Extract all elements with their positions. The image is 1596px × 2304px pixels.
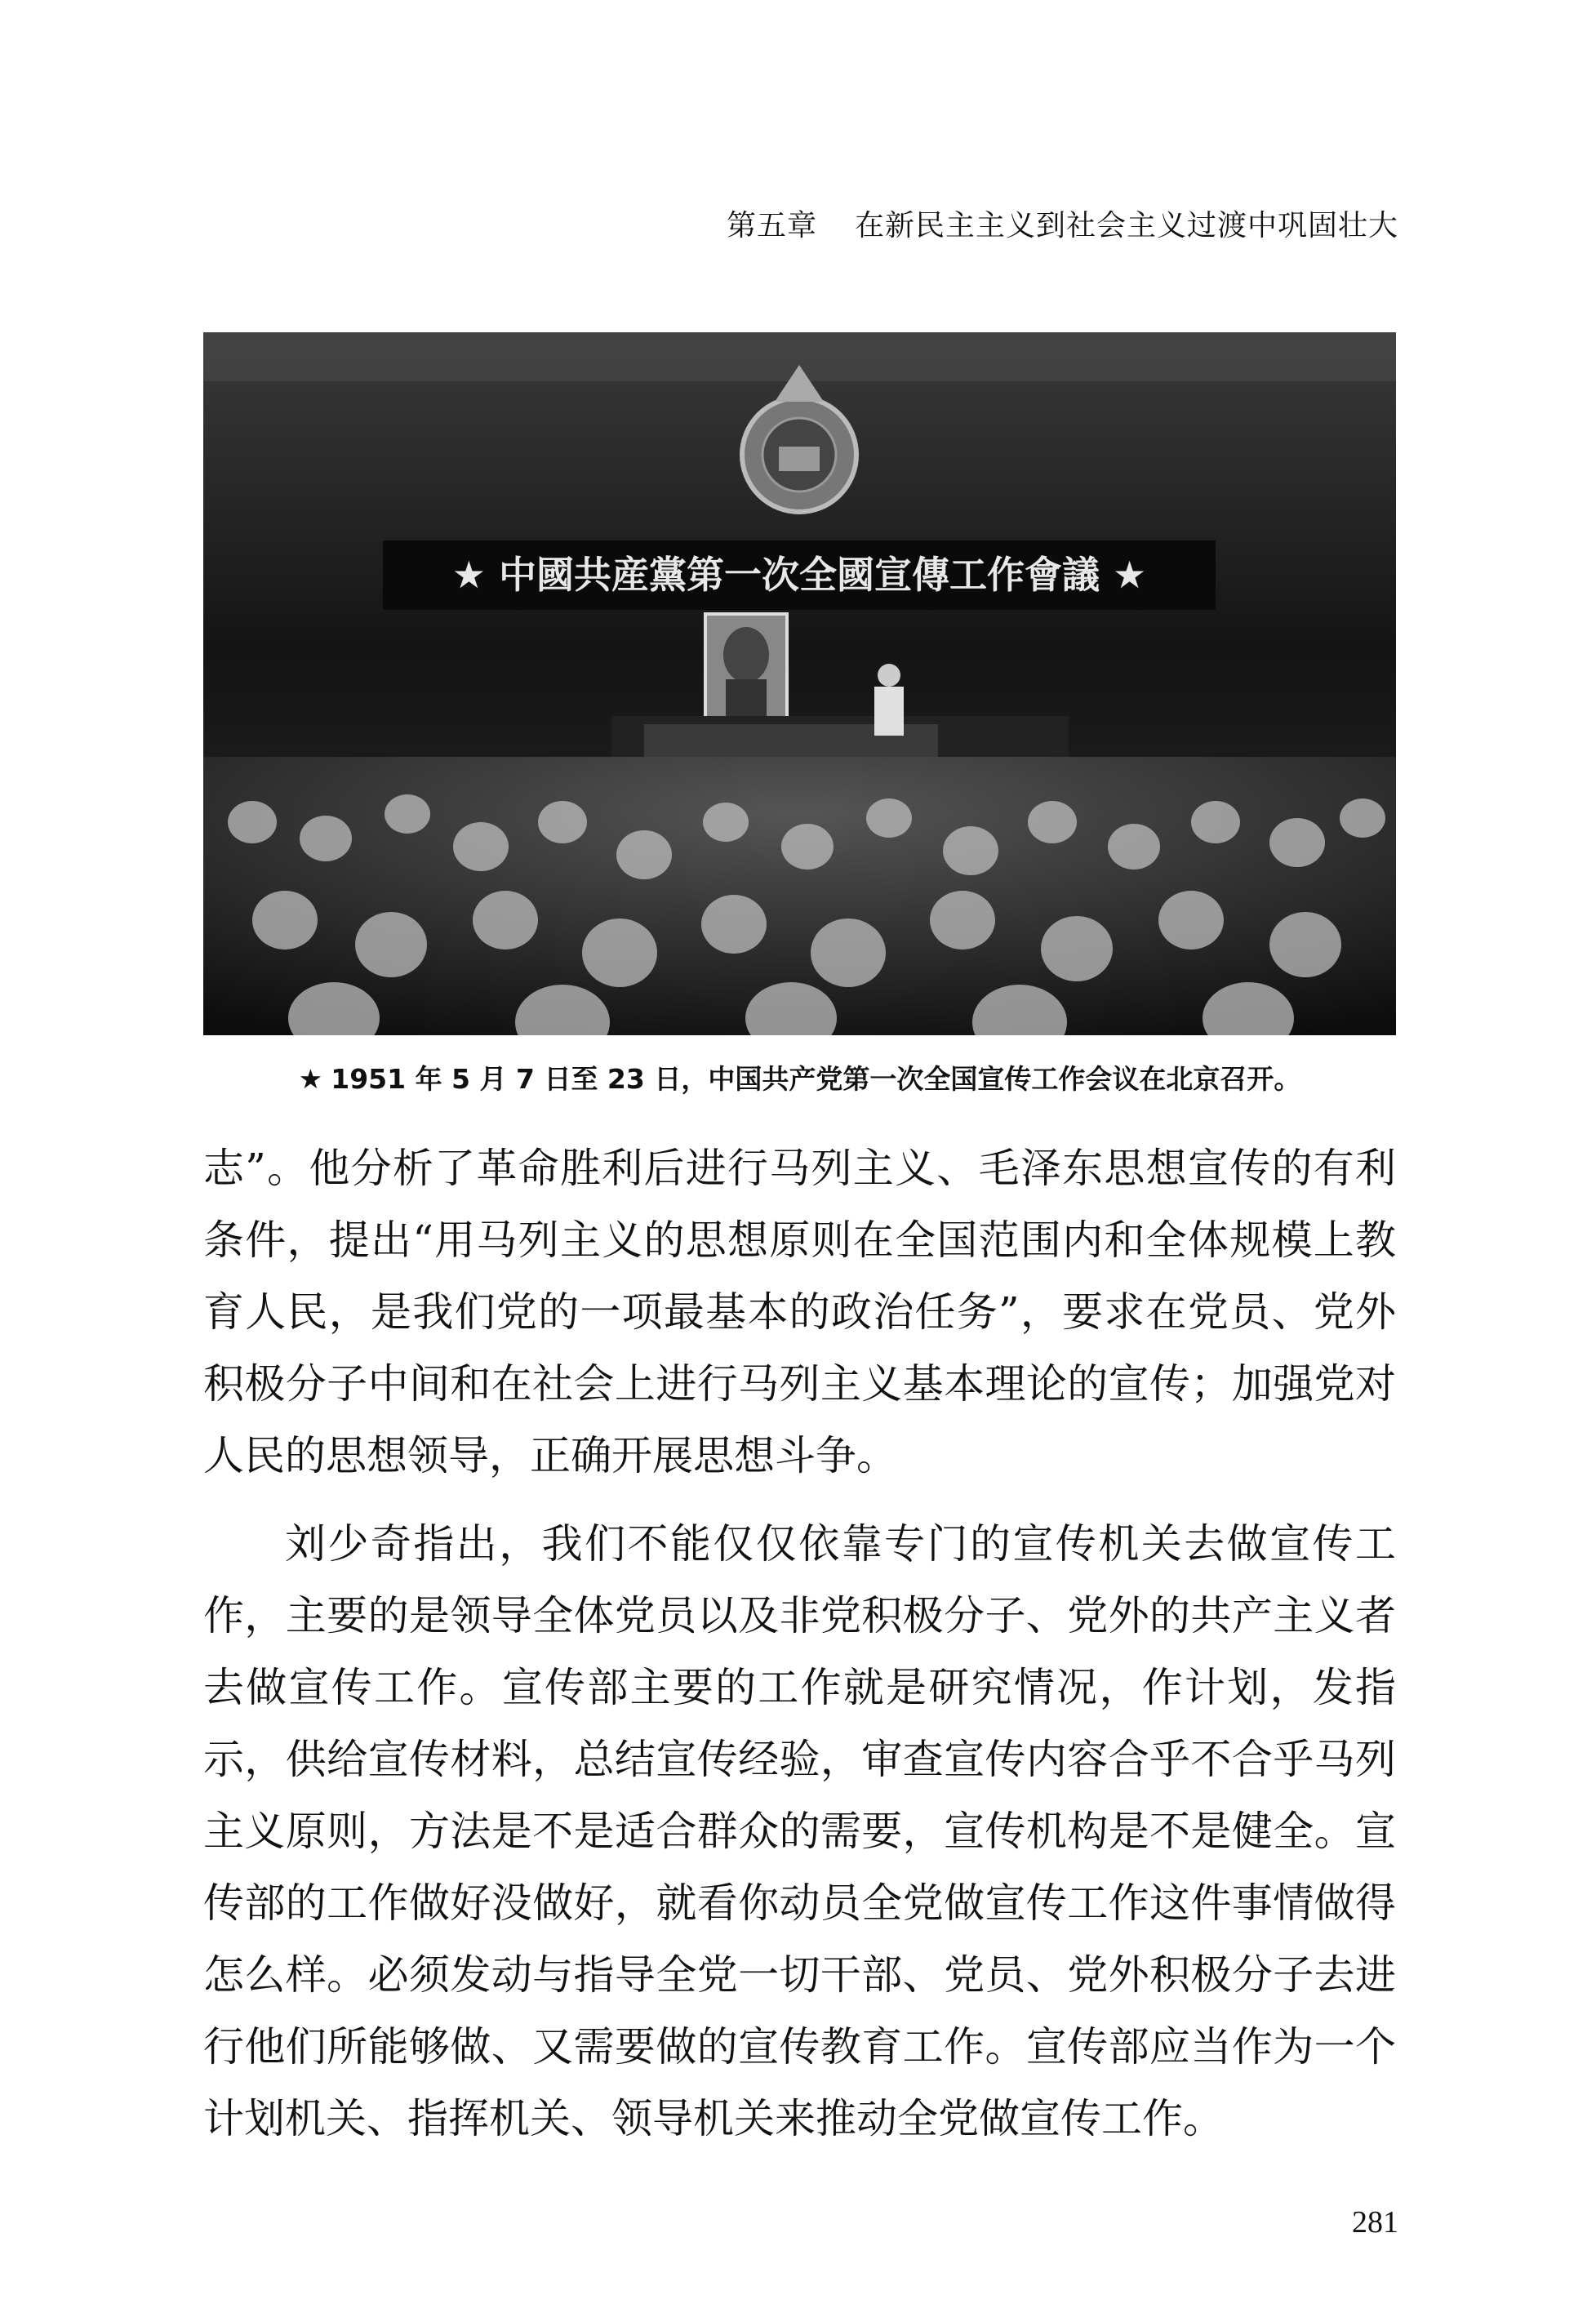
caption-text: 1951 年 5 月 7 日至 23 日，中国共产党第一次全国宣传工作会议在北京召开。 (331, 1063, 1301, 1095)
portrait (705, 614, 787, 720)
banner-text: ★ 中國共産黨第一次全國宣傳工作會議 ★ (451, 553, 1147, 597)
photo-caption (203, 1058, 1396, 1096)
paragraph: 刘少奇指出，我们不能仅仅依靠专门的宣传机关去做宣传工作，主要的是领导全体党员以及非党积极分子、党外的共产主义者去做宣传工作。宣传部主要的工作就是研究情况，作计划，发指示，供给宣传材料，总结宣传经验，审查宣传内容合乎不合乎马列主义原则，方法是不是适合群众的需要，宣传机构是不是健全。宣传部的工作做好没做好，就看你动员全党做宣传工作这件事情做得怎么样。必须发动与指导全党一切干部、党员、党外积极分子去进行他们所能够做、又需要做的宣传教育工作。宣传部应当作为一个计划机关、指挥机关、领导机关来推动全党做宣传工作。 (203, 1520, 1396, 2142)
chapter-title: 在新民主主义到社会主义过渡中巩固壮大 (854, 209, 1398, 242)
running-header (727, 202, 1398, 244)
conference-photo (203, 332, 1396, 1035)
body-text (203, 1132, 1396, 2155)
paragraph: 志”。他分析了革命胜利后进行马列主义、毛泽东思想宣传的有利条件，提出“用马列主义的思想原则在全国范围内和全体规模上教育人民，是我们党的一项最基本的政治任务”，要求在党员、党外积极分子中间和在社会上进行马列主义基本理论的宣传；加强党对人民的思想领导，正确开展思想斗争。 (203, 1145, 1396, 1479)
star-icon: ★ (298, 1063, 323, 1095)
chapter-label: 第五章 (726, 209, 817, 242)
photo-illustration (203, 332, 1396, 1035)
speaker-figure (874, 664, 904, 736)
page-number: 281 (1352, 2205, 1398, 2240)
